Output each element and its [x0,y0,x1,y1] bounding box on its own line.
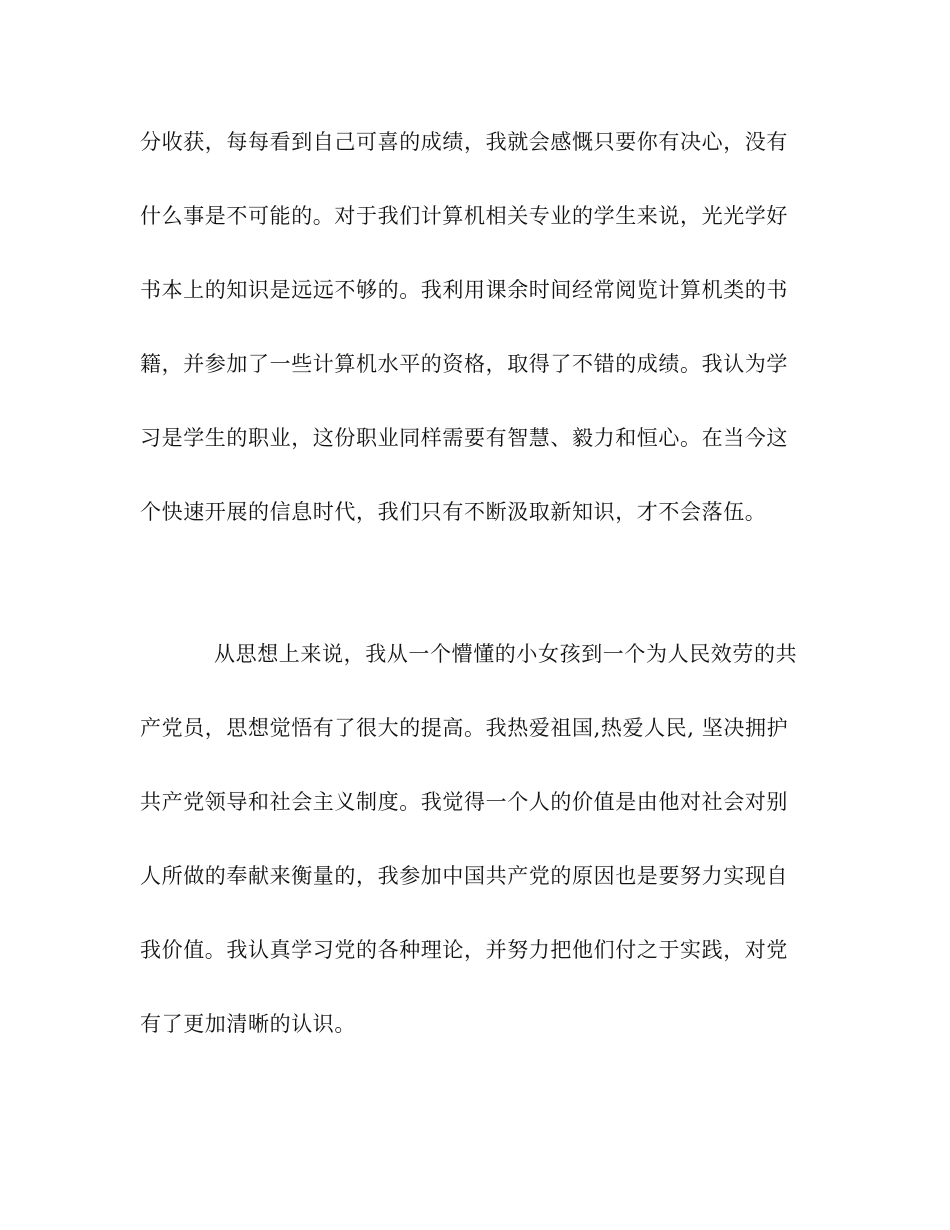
text-line: 习是学生的职业，这份职业同样需要有智慧、毅力和恒心。在当今这 [140,426,788,450]
text-line: 共产党领导和社会主义制度。我觉得一个人的价值是由他对社会对别 [140,790,788,814]
text-line: 个快速开展的信息时代，我们只有不断汲取新知识，才不会落伍。 [140,500,767,524]
text-line: 书本上的知识是远远不够的。我利用课余时间经常阅览计算机类的书 [140,278,788,302]
text-line: 产党员，思想觉悟有了很大的提高。我热爱祖国,热爱人民, 坚决拥护 [140,716,789,740]
text-line: 我价值。我认真学习党的各种理论，并努力把他们付之于实践，对党 [140,938,788,962]
text-line: 分收获，每每看到自己可喜的成绩，我就会感慨只要你有决心，没有 [140,130,788,154]
text-line: 什么事是不可能的。对于我们计算机相关专业的学生来说，光光学好 [140,204,788,228]
text-line: 人所做的奉献来衡量的，我参加中国共产党的原因也是要努力实现自 [140,864,788,888]
text-line: 有了更加清晰的认识。 [140,1012,356,1036]
paragraph-2 [140,617,820,1061]
paragraph-1 [140,105,820,549]
text-line: 籍，并参加了一些计算机水平的资格，取得了不错的成绩。我认为学 [140,352,788,376]
text-line-indented: 从思想上来说，我从一个懵懂的小女孩到一个为人民效劳的共 [214,642,798,666]
